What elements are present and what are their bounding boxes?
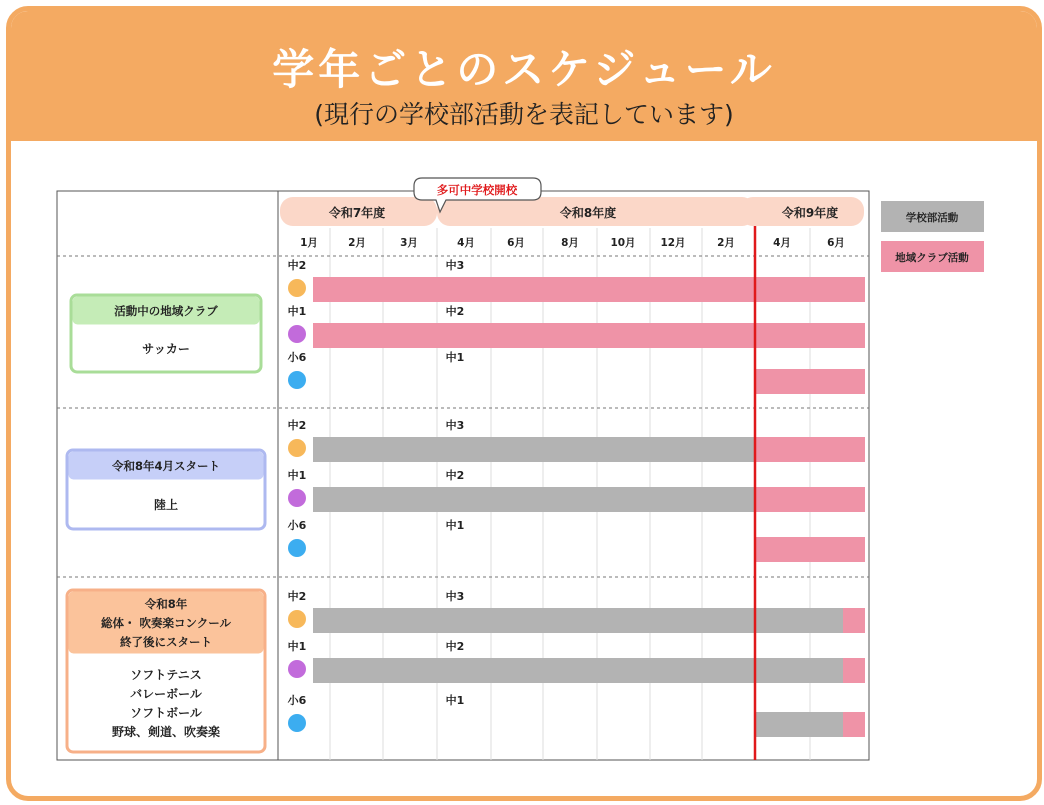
month-tick-label: 4月	[457, 237, 475, 249]
grade-dot	[288, 660, 306, 678]
schedule-bar	[755, 487, 865, 512]
year-label: 令和7年度	[328, 206, 386, 220]
legend-label: 地域クラブ活動	[895, 252, 969, 264]
grade-after-opening-label: 中3	[445, 419, 465, 432]
month-tick-label: 6月	[827, 237, 845, 249]
month-tick-label: 6月	[507, 237, 525, 249]
year-label: 令和9年度	[781, 206, 839, 220]
category-box-item: ソフトボール	[130, 705, 202, 720]
grade-label: 中2	[287, 419, 307, 432]
grade-dot	[288, 714, 306, 732]
grade-dot	[288, 279, 306, 297]
schedule-bar	[313, 658, 843, 683]
grade-label: 小6	[287, 694, 307, 707]
month-tick-label: 10月	[610, 237, 636, 249]
schedule-bar	[313, 277, 865, 302]
category-box-title: 令和8年	[144, 597, 188, 611]
grade-after-opening-label: 中2	[445, 305, 465, 318]
grade-label: 中1	[287, 640, 307, 653]
grade-dot	[288, 489, 306, 507]
grade-dot	[288, 539, 306, 557]
grade-label: 中2	[287, 590, 307, 603]
grade-after-opening-label: 中3	[445, 259, 465, 272]
grade-label: 中1	[287, 469, 307, 482]
school-opening-label: 多可中学校開校	[436, 183, 518, 197]
schedule-bar	[755, 437, 865, 462]
grade-dot	[288, 325, 306, 343]
schedule-bar	[313, 437, 755, 462]
grade-after-opening-label: 中2	[445, 469, 465, 482]
schedule-bar	[843, 658, 865, 683]
category-box-item: サッカー	[142, 341, 190, 356]
schedule-bar	[313, 323, 865, 348]
month-tick-label: 2月	[348, 237, 366, 249]
legend-label: 学校部活動	[905, 212, 959, 224]
schedule-bar	[755, 369, 865, 394]
page-subtitle: (現行の学校部活動を表記しています)	[314, 100, 734, 129]
month-tick-label: 8月	[561, 237, 579, 249]
grade-label: 中2	[287, 259, 307, 272]
schedule-bar	[843, 608, 865, 633]
grade-after-opening-label: 中1	[445, 351, 465, 364]
category-box-title: 総体・ 吹奏楽コンクール	[100, 616, 232, 630]
schedule-bar	[313, 487, 755, 512]
category-box-title: 終了後にスタート	[120, 635, 212, 649]
schedule-bar	[843, 712, 865, 737]
page-title: 学年ごとのスケジュール	[272, 45, 776, 94]
category-box-item: 陸上	[153, 497, 179, 512]
grade-after-opening-label: 中1	[445, 694, 465, 707]
month-tick-label: 4月	[773, 237, 791, 249]
category-box-item: 野球、剣道、吹奏楽	[111, 724, 221, 739]
grade-dot	[288, 610, 306, 628]
grade-label: 中1	[287, 305, 307, 318]
month-tick-label: 12月	[660, 237, 686, 249]
schedule-bar	[755, 712, 843, 737]
grade-dot	[288, 439, 306, 457]
grade-after-opening-label: 中2	[445, 640, 465, 653]
grade-dot	[288, 371, 306, 389]
month-tick-label: 3月	[400, 237, 418, 249]
category-box-item: バレーボール	[130, 686, 202, 701]
year-label: 令和8年度	[559, 206, 617, 220]
month-tick-label: 2月	[717, 237, 735, 249]
grade-after-opening-label: 中1	[445, 519, 465, 532]
month-tick-label: 1月	[300, 237, 318, 249]
grade-label: 小6	[287, 519, 307, 532]
grade-after-opening-label: 中3	[445, 590, 465, 603]
schedule-bar	[313, 608, 843, 633]
schedule-bar	[755, 537, 865, 562]
category-box-title: 活動中の地域クラブ	[114, 304, 218, 318]
category-box-title: 令和8年4月スタート	[111, 459, 221, 473]
category-box-item: ソフトテニス	[130, 667, 202, 682]
grade-label: 小6	[287, 351, 307, 364]
